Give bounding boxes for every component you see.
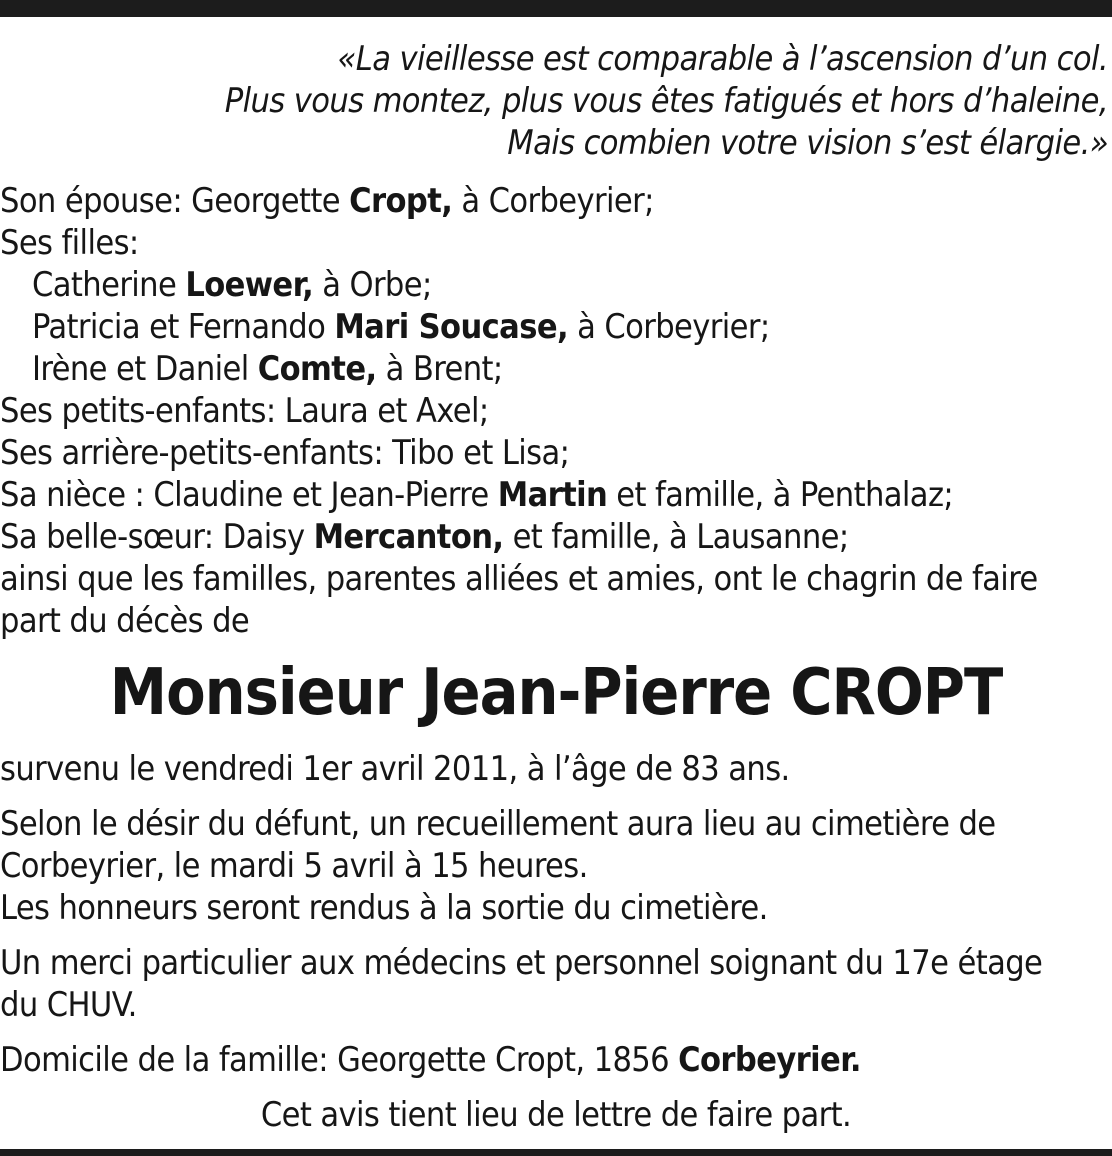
niece-line: Sa nièce : Claudine et Jean-Pierre Martin et famille, à Penthalaz; — [0, 475, 954, 515]
quote-line-1: «La vieillesse est comparable à l’ascension d’un col. — [337, 39, 1108, 79]
top-rule — [0, 0, 1112, 17]
quote-line-2: Plus vous montez, plus vous êtes fatigués et hors d’haleine, — [224, 81, 1108, 121]
daughter-line-2: Patricia et Fernando Mari Soucase, à Corbeyrier; — [32, 307, 770, 347]
domicile-line: Domicile de la famille: Georgette Cropt, 1856 Corbeyrier. — [0, 1040, 861, 1080]
family-closing-line-1: ainsi que les familles, parentes alliées et amies, ont le chagrin de faire — [0, 559, 1038, 599]
ceremony-line-2: Corbeyrier, le mardi 5 avril à 15 heures. — [0, 846, 588, 886]
spouse-line: Son épouse: Georgette Cropt, à Corbeyrier; — [0, 181, 654, 221]
thanks-line-2: du CHUV. — [0, 985, 137, 1025]
ceremony-line-3: Les honneurs seront rendus à la sortie du cimetière. — [0, 888, 768, 928]
daughter-line-1: Catherine Loewer, à Orbe; — [32, 265, 432, 305]
great-grandchildren-line: Ses arrière-petits-enfants: Tibo et Lisa; — [0, 433, 570, 473]
family-closing-line-2: part du décès de — [0, 601, 250, 641]
sister-in-law-line: Sa belle-sœur: Daisy Mercanton, et famille, à Lausanne; — [0, 517, 849, 557]
daughters-label: Ses filles: — [0, 223, 139, 263]
bottom-rule — [0, 1149, 1112, 1156]
death-line: survenu le vendredi 1er avril 2011, à l’âge de 83 ans. — [0, 749, 790, 789]
deceased-name: Monsieur Jean-Pierre CROPT — [109, 656, 1003, 730]
ceremony-line-1: Selon le désir du défunt, un recueillement aura lieu au cimetière de — [0, 804, 996, 844]
daughter-line-3: Irène et Daniel Comte, à Brent; — [32, 349, 503, 389]
thanks-line-1: Un merci particulier aux médecins et personnel soignant du 17e étage — [0, 943, 1043, 983]
quote-line-3: Mais combien votre vision s’est élargie.» — [507, 123, 1108, 163]
grandchildren-line: Ses petits-enfants: Laura et Axel; — [0, 391, 489, 431]
footer-notice: Cet avis tient lieu de lettre de faire part. — [260, 1095, 852, 1135]
